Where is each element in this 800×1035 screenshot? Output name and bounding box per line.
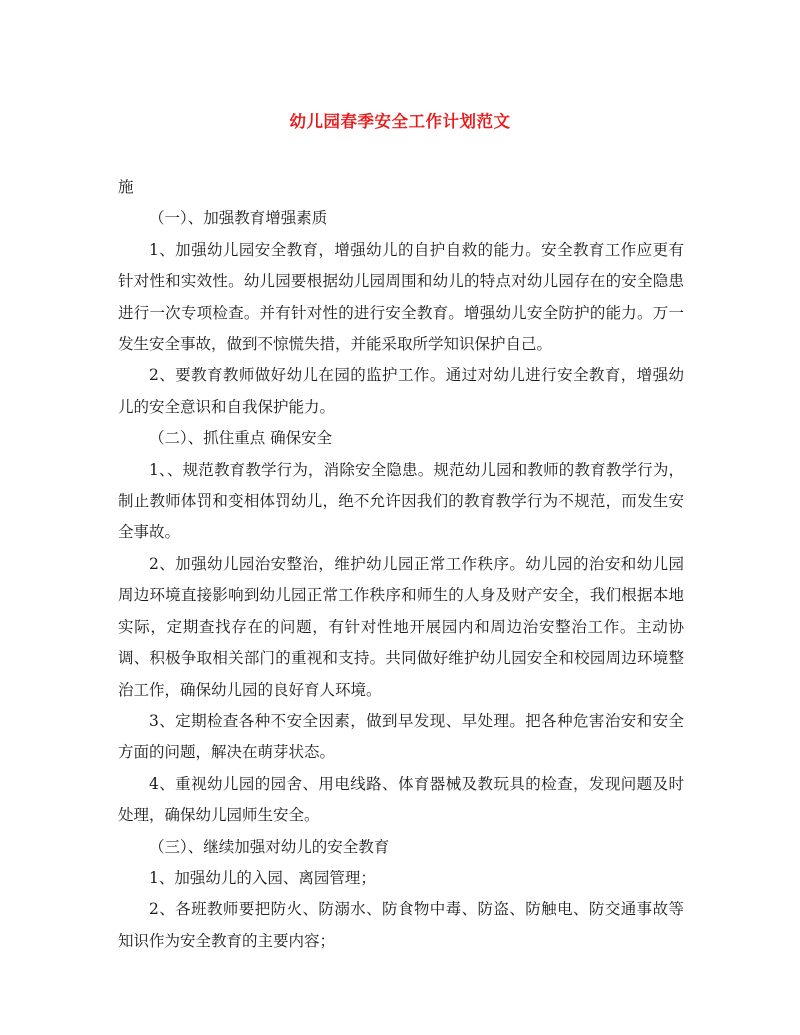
- paragraph: 2、要教育教师做好幼儿在园的监护工作。通过对幼儿进行安全教育，增强幼儿的安全意识和自我保护能力。: [118, 366, 684, 416]
- document-body: [118, 172, 684, 957]
- paragraph: 1、、规范教育教学行为，消除安全隐患。规范幼儿园和教师的教育教学行为，制止教师体罚和变相体罚幼儿，绝不允许因我们的教育教学行为不规范，而发生安全事故。: [118, 460, 684, 542]
- section-heading-3: （三）、继续加强对幼儿的安全教育: [149, 837, 390, 856]
- document-title: 幼儿园春季安全工作计划范文: [289, 112, 511, 131]
- paragraph: 3、定期检查各种不安全因素，做到早发现、早处理。把各种危害治安和安全方面的问题，解决在萌芽状态。: [118, 711, 684, 762]
- paragraph: 2、各班教师要把防火、防溺水、防食物中毒、防盗、防触电、防交通事故等知识作为安全教育的主要内容；: [118, 900, 684, 950]
- paragraph: 2、加强幼儿园治安整治，维护幼儿园正常工作秩序。幼儿园的治安和幼儿园周边环境直接影响到幼儿园正常工作秩序和师生的人身及财产安全，我们根据本地实际，定期查找存在的问题，有针对性地开展园内和周边治安整治工作。主动协调、积极争取相关部门的重视和支持。共同做好维护幼儿园安全和校园周边环境整治工作，确保幼儿园的良好育人环境。: [118, 554, 684, 699]
- section-heading-1: （一）、加强教育增强素质: [149, 209, 328, 228]
- paragraph: 施: [118, 178, 134, 196]
- paragraph: 1、加强幼儿园安全教育，增强幼儿的自护自救的能力。安全教育工作应更有针对性和实效性。幼儿园要根据幼儿园周围和幼儿的特点对幼儿园存在的安全隐患进行一次专项检查。并有针对性的进行安全教育。增强幼儿安全防护的能力。万一发生安全事故，做到不惊慌失措，并能采取所学知识保护自己。: [118, 240, 684, 354]
- paragraph: 4、重视幼儿园的园舍、用电线路、体育器械及教玩具的检查，发现问题及时处理，确保幼儿园师生安全。: [118, 774, 684, 825]
- section-heading-2: （二）、抓住重点 确保安全: [149, 429, 333, 448]
- paragraph: 1、加强幼儿的入园、离园管理；: [149, 868, 376, 887]
